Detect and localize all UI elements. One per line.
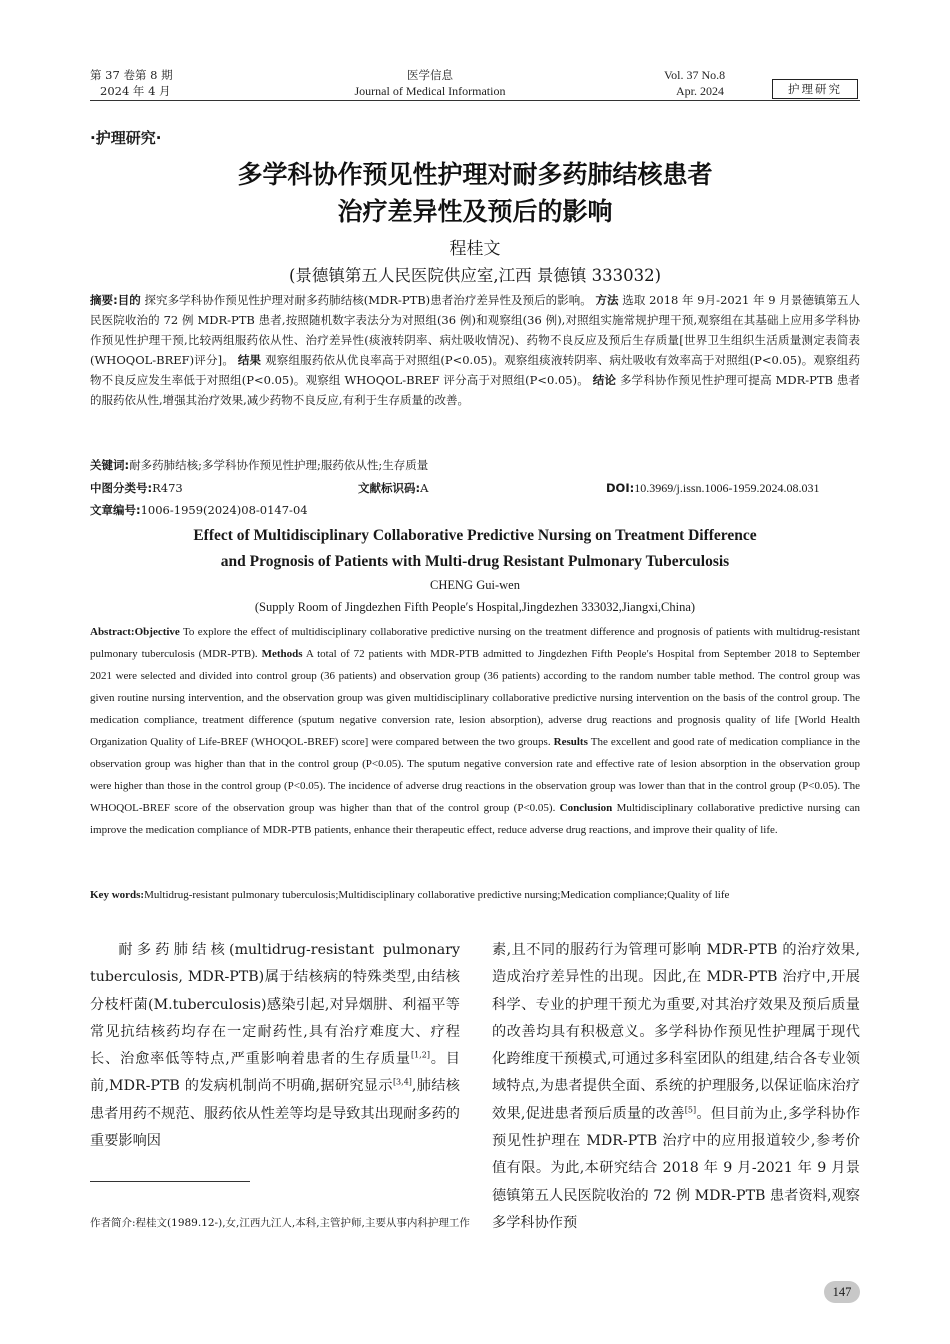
doi	[606, 478, 820, 498]
header-rule	[90, 100, 860, 101]
affiliation-en: (Supply Room of Jingdezhen Fifth People′s Hospital,Jingdezhen 333032,Jiangxi,China)	[254, 600, 696, 614]
keywords-cn-text: 耐多药肺结核;多学科协作预见性护理;服药依从性;生存质量	[129, 458, 429, 472]
author-footnote: 作者简介:程桂文(1989.12-),女,江西九江人,本科,主管护师,主要从事内科护理工作	[90, 1217, 470, 1229]
header-volume-cn: 第 37 卷第 8 期	[90, 68, 173, 82]
doc-code-label: 文献标识码:	[358, 481, 421, 495]
results-cn-label: 结果	[237, 353, 262, 367]
citation-5: [5]	[684, 1105, 697, 1115]
footnote-rule	[90, 1181, 250, 1182]
page-number: 147	[824, 1281, 860, 1303]
body-paragraph-1-cont	[492, 937, 860, 1237]
objective-cn-label: 目的	[117, 293, 141, 307]
methods-en-label: Methods	[261, 648, 303, 660]
header-journal-en: Journal of Medical Information	[354, 84, 506, 98]
author-cn: 程桂文	[449, 239, 501, 259]
document-code	[358, 478, 428, 498]
author-en: CHENG Gui-wen	[430, 578, 520, 592]
title-en-line2: and Prognosis of Patients with Multi-drug Resistant Pulmonary Tuberculosis	[220, 553, 730, 570]
body-right-text-b: 。但目前为止,多学科协作预见性护理在 MDR-PTB 治疗中的应用报道较少,参考价值有限。为此,本研究结合 2018 年 9 月-2021 年 9 月景德镇第五人民医院收治的 72 例 MDR-PTB 患者资料,观察多学科协作预	[492, 1105, 861, 1231]
article-number	[90, 500, 308, 520]
objective-cn-text: 探究多学科协作预见性护理对耐多药肺结核(MDR-PTB)患者治疗差异性及预后的影响。	[144, 293, 592, 307]
body-left-text-c: ,肺结核患者用药不规范、服药依从性差等均是导致其出现耐多药的重要影响因	[90, 1078, 460, 1150]
body-left-text-b: 。目前,MDR-PTB 的发病机制尚不明确,据研究显示	[90, 1051, 460, 1095]
body-right-column	[492, 937, 860, 1237]
header-date-en: Apr. 2024	[676, 84, 724, 98]
clc-number	[90, 478, 183, 498]
conclusion-en-label: Conclusion	[559, 802, 613, 814]
header-volume-en: Vol. 37 No.8	[664, 68, 726, 82]
doc-code-value: A	[420, 481, 429, 495]
citation-3-4: [3,4]	[392, 1077, 412, 1087]
methods-cn-text: 选取 2018 年 9月-2021 年 9 月景德镇第五人民医院收治的 72 例 MDR-PTB 患者,按照随机数字表法分为对照组(36 例)和观察组(36 例),对照组实施常规护理干预,观察组在其基础上应用多学科协作预见性护理干预,比较两组服药依从性、治疗差异性(痰液转阴率、病灶吸收情况)、药物不良反应及预后生存质量[世界卫生组织生活质量测定表简表(WHOQOL-BREF)评分]。	[90, 293, 861, 367]
keywords-en	[90, 886, 860, 904]
keywords-cn	[90, 455, 860, 475]
conclusion-cn-text: 多学科协作预见性护理可提高 MDR-PTB 患者的服药依从性,增强其治疗效果,减少药物不良反应,有利于生存质量的改善。	[90, 373, 861, 407]
methods-cn-label: 方法	[595, 293, 619, 307]
citation-1-2: [1,2]	[410, 1050, 430, 1060]
section-box: 护理研究	[772, 79, 858, 99]
conclusion-cn-label: 结论	[592, 373, 617, 387]
doi-value: 10.3969/j.issn.1006-1959.2024.08.031	[634, 481, 820, 495]
results-en-label: Results	[553, 736, 588, 748]
results-cn-text: 观察组服药依从优良率高于对照组(P<0.05)。观察组痰液转阴率、病灶吸收有效率高于对照组(P<0.05)。观察组药物不良反应发生率低于对照组(P<0.05)。观察组 WHOQOL-BREF 评分高于对照组(P<0.05)。	[90, 353, 860, 387]
abstract-en	[90, 621, 860, 841]
abstract-en-label: Abstract:	[90, 626, 135, 638]
title-en-line1: Effect of Multidisciplinary Collaborative Predictive Nursing on Treatment Difference	[193, 527, 757, 544]
results-en-text: The excellent and good rate of medication compliance in the observation group was higher than that in the control group (P<0.05). The sputum negative conversion rate and effective rate of lesion absorption in the observation group were higher than those in the control group (P<0.05). The incidence of adverse drug reactions in the observation group was lower than that in the control group (P<0.05). The WHOQOL-BREF score of the observation group was higher than that of the control group (P<0.05).	[90, 736, 860, 814]
article-label: 文章编号:	[90, 503, 141, 517]
affiliation-cn: (景德镇第五人民医院供应室,江西 景德镇 333032)	[288, 266, 662, 285]
clc-label: 中图分类号:	[90, 481, 153, 495]
conclusion-en-text: Multidisciplinary collaborative predictive nursing can improve the medication compliance of MDR-PTB patients, enhance their therapeutic effect, reduce adverse drug reactions, and improve their quality of life.	[90, 802, 860, 836]
doi-label: DOI:	[606, 481, 635, 495]
keywords-en-text: Multidrug-resistant pulmonary tuberculosis;Multidisciplinary collaborative predictive nursing;Medication compliance;Quality of life	[144, 889, 730, 901]
keywords-cn-label: 关键词:	[90, 458, 130, 472]
header-date-cn: 2024 年 4 月	[100, 84, 171, 98]
body-left-column	[90, 937, 460, 1155]
objective-en-text: To explore the effect of multidisciplinary collaborative predictive nursing on the treatment difference and prognosis of patients with multidrug-resistant pulmonary tuberculosis (MDR-PTB).	[90, 626, 860, 660]
body-paragraph-1	[90, 937, 460, 1155]
title-cn-line1: 多学科协作预见性护理对耐多药肺结核患者	[237, 160, 713, 189]
clc-value: R473	[152, 481, 183, 495]
body-left-text-a: 耐多药肺结核(multidrug-resistant pulmonary tuberculosis, MDR-PTB)属于结核病的特殊类型,由结核分枝杆菌(M.tuberculosis)感染引起,对异烟肼、利福平等常见抗结核药均存在一定耐药性,具有治疗难度大、疗程长、治愈率低等特点,严重影响着患者的生存质量	[90, 942, 460, 1068]
header-journal-cn: 医学信息	[407, 68, 453, 82]
keywords-en-label: Key words:	[90, 889, 145, 901]
abstract-cn-label: 摘要:	[90, 293, 118, 307]
title-cn-line2: 治疗差异性及预后的影响	[337, 197, 613, 226]
body-right-text-a: 素,且不同的服药行为管理可影响 MDR-PTB 的治疗效果,造成治疗差异性的出现。因此,在 MDR-PTB 治疗中,开展科学、专业的护理干预尤为重要,对其治疗效果及预后质量的改善均具有积极意义。多学科协作预见性护理属于现代化跨维度干预模式,可通过多科室团队的组建,结合各专业领域特点,为患者提供全面、系统的护理服务,以保证临床治疗效果,促进患者预后质量的改善	[492, 942, 860, 1122]
methods-en-text: A total of 72 patients with MDR-PTB admitted to Jingdezhen Fifth People′s Hospital from September 2018 to September 2021 were selected and divided into control group (36 patients) and observation group (36 patients) according to the random number table method. The control group was given routine nursing intervention, and the observation group was given multidisciplinary collaborative predictive nursing intervention on the basis of the control group. The medication compliance, treatment difference (sputum negative conversion rate, lesion absorption), adverse drug reactions and prognosis quality of life [World Health Organization Quality of Life-BREF (WHOQOL-BREF) score] were compared between the two groups.	[90, 648, 860, 748]
abstract-cn	[90, 290, 860, 410]
objective-en-label: Objective	[134, 626, 180, 638]
section-tag: ·护理研究·	[90, 129, 162, 147]
article-value: 1006-1959(2024)08-0147-04	[140, 503, 308, 517]
